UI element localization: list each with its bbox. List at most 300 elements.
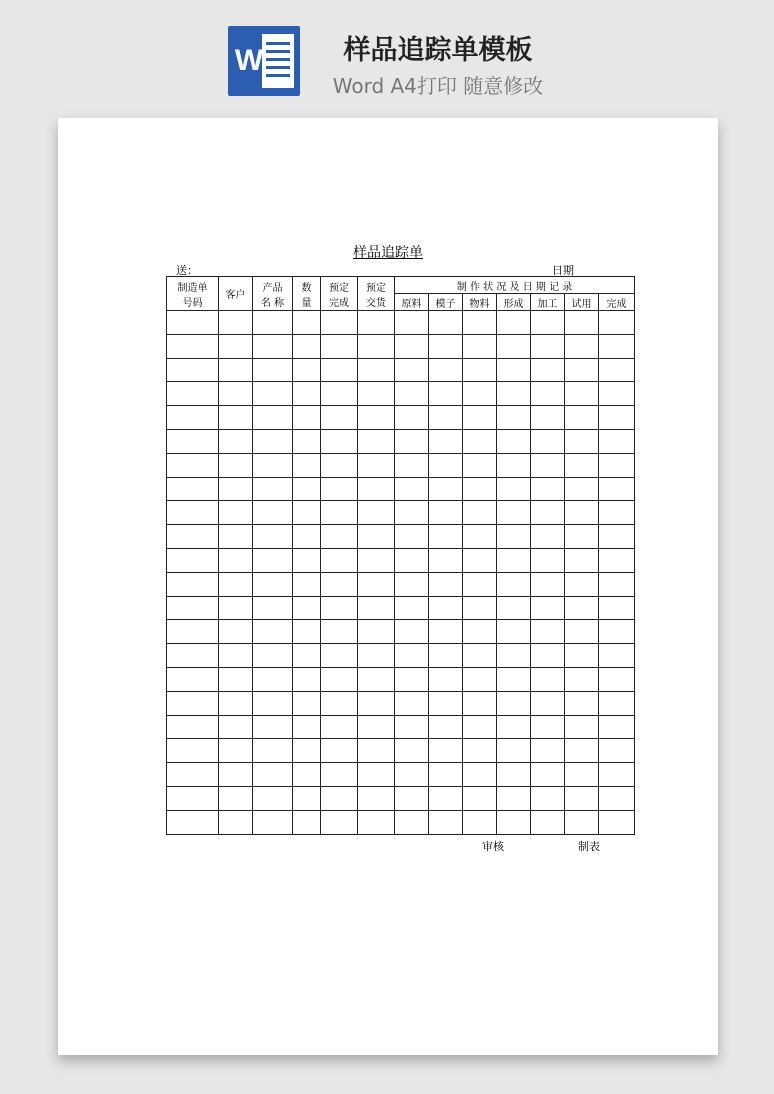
table-cell[interactable]: [429, 453, 463, 477]
table-cell[interactable]: [293, 334, 321, 358]
table-cell[interactable]: [565, 667, 599, 691]
table-cell[interactable]: [429, 810, 463, 834]
table-cell[interactable]: [531, 691, 565, 715]
table-cell[interactable]: [395, 477, 429, 501]
table-cell[interactable]: [358, 382, 395, 406]
table-cell[interactable]: [531, 501, 565, 525]
table-cell[interactable]: [219, 358, 253, 382]
table-cell[interactable]: [253, 429, 293, 453]
table-cell[interactable]: [599, 739, 635, 763]
table-cell[interactable]: [463, 691, 497, 715]
table-cell[interactable]: [253, 501, 293, 525]
table-cell[interactable]: [429, 382, 463, 406]
table-cell[interactable]: [167, 739, 219, 763]
table-cell[interactable]: [321, 382, 358, 406]
table-cell[interactable]: [395, 429, 429, 453]
table-cell[interactable]: [321, 667, 358, 691]
table-cell[interactable]: [219, 406, 253, 430]
table-cell[interactable]: [599, 406, 635, 430]
table-cell[interactable]: [463, 311, 497, 335]
table-cell[interactable]: [463, 620, 497, 644]
table-row: [167, 429, 635, 453]
table-cell[interactable]: [293, 810, 321, 834]
table-cell[interactable]: [358, 810, 395, 834]
table-cell[interactable]: [167, 358, 219, 382]
table-cell[interactable]: [167, 406, 219, 430]
table-cell[interactable]: [497, 691, 531, 715]
table-cell[interactable]: [565, 429, 599, 453]
table-cell[interactable]: [497, 667, 531, 691]
table-cell[interactable]: [531, 477, 565, 501]
table-cell[interactable]: [395, 810, 429, 834]
table-cell[interactable]: [599, 358, 635, 382]
table-cell[interactable]: [429, 715, 463, 739]
table-cell[interactable]: [167, 763, 219, 787]
table-cell[interactable]: [463, 548, 497, 572]
table-cell[interactable]: [497, 453, 531, 477]
table-cell[interactable]: [321, 548, 358, 572]
table-cell[interactable]: [167, 786, 219, 810]
table-cell[interactable]: [395, 739, 429, 763]
table-cell[interactable]: [358, 477, 395, 501]
table-cell[interactable]: [463, 525, 497, 549]
table-cell[interactable]: [293, 620, 321, 644]
table-cell[interactable]: [358, 763, 395, 787]
table-cell[interactable]: [497, 334, 531, 358]
header-product-name: 产品 名 称: [253, 277, 293, 311]
table-row: [167, 810, 635, 834]
table-cell[interactable]: [358, 691, 395, 715]
table-cell[interactable]: [565, 477, 599, 501]
table-cell[interactable]: [293, 596, 321, 620]
table-cell[interactable]: [497, 810, 531, 834]
table-cell[interactable]: [321, 786, 358, 810]
table-cell[interactable]: [358, 715, 395, 739]
table-cell[interactable]: [599, 763, 635, 787]
table-cell[interactable]: [429, 667, 463, 691]
table-cell[interactable]: [253, 596, 293, 620]
table-cell[interactable]: [321, 334, 358, 358]
table-cell[interactable]: [565, 572, 599, 596]
table-cell[interactable]: [429, 739, 463, 763]
table-cell[interactable]: [599, 786, 635, 810]
table-cell[interactable]: [395, 501, 429, 525]
table-cell[interactable]: [358, 596, 395, 620]
table-cell[interactable]: [167, 715, 219, 739]
table-cell[interactable]: [565, 358, 599, 382]
table-cell[interactable]: [531, 311, 565, 335]
table-row: [167, 620, 635, 644]
table-cell[interactable]: [219, 429, 253, 453]
table-cell[interactable]: [167, 620, 219, 644]
table-cell[interactable]: [395, 311, 429, 335]
table-cell[interactable]: [463, 763, 497, 787]
table-cell[interactable]: [429, 786, 463, 810]
table-cell[interactable]: [395, 715, 429, 739]
table-cell[interactable]: [219, 501, 253, 525]
table-cell[interactable]: [253, 334, 293, 358]
table-cell[interactable]: [599, 525, 635, 549]
table-cell[interactable]: [565, 548, 599, 572]
table-cell[interactable]: [321, 429, 358, 453]
table-cell[interactable]: [497, 548, 531, 572]
table-cell[interactable]: [463, 358, 497, 382]
table-cell[interactable]: [463, 406, 497, 430]
table-cell[interactable]: [321, 739, 358, 763]
table-cell[interactable]: [293, 763, 321, 787]
table-cell[interactable]: [565, 644, 599, 668]
table-cell[interactable]: [167, 453, 219, 477]
table-cell[interactable]: [599, 501, 635, 525]
table-cell[interactable]: [565, 691, 599, 715]
table-cell[interactable]: [599, 644, 635, 668]
table-cell[interactable]: [599, 667, 635, 691]
table-cell[interactable]: [219, 334, 253, 358]
table-cell[interactable]: [219, 667, 253, 691]
table-cell[interactable]: [463, 715, 497, 739]
table-cell[interactable]: [321, 477, 358, 501]
table-cell[interactable]: [463, 810, 497, 834]
table-cell[interactable]: [293, 691, 321, 715]
table-cell[interactable]: [358, 501, 395, 525]
table-cell[interactable]: [599, 311, 635, 335]
table-cell[interactable]: [531, 667, 565, 691]
table-cell[interactable]: [253, 739, 293, 763]
table-cell[interactable]: [565, 596, 599, 620]
table-cell[interactable]: [253, 477, 293, 501]
table-cell[interactable]: [463, 572, 497, 596]
table-cell[interactable]: [219, 763, 253, 787]
table-cell[interactable]: [358, 548, 395, 572]
table-cell[interactable]: [293, 453, 321, 477]
table-cell[interactable]: [321, 453, 358, 477]
table-cell[interactable]: [531, 406, 565, 430]
table-cell[interactable]: [219, 572, 253, 596]
subheader-complete: 完成: [599, 294, 635, 311]
table-cell[interactable]: [167, 691, 219, 715]
table-cell[interactable]: [358, 358, 395, 382]
table-cell[interactable]: [395, 572, 429, 596]
table-cell[interactable]: [565, 311, 599, 335]
table-cell[interactable]: [463, 667, 497, 691]
table-row: [167, 501, 635, 525]
table-cell[interactable]: [531, 572, 565, 596]
table-cell[interactable]: [531, 810, 565, 834]
table-cell[interactable]: [429, 691, 463, 715]
table-cell[interactable]: [565, 620, 599, 644]
table-cell[interactable]: [253, 715, 293, 739]
table-cell[interactable]: [565, 525, 599, 549]
table-cell[interactable]: [293, 311, 321, 335]
table-cell[interactable]: [395, 596, 429, 620]
table-cell[interactable]: [395, 453, 429, 477]
table-cell[interactable]: [429, 334, 463, 358]
table-cell[interactable]: [497, 763, 531, 787]
table-cell[interactable]: [358, 667, 395, 691]
table-cell[interactable]: [167, 810, 219, 834]
table-cell[interactable]: [497, 620, 531, 644]
table-row: [167, 548, 635, 572]
table-cell[interactable]: [429, 525, 463, 549]
table-cell[interactable]: [429, 477, 463, 501]
table-cell[interactable]: [321, 406, 358, 430]
table-cell[interactable]: [219, 548, 253, 572]
table-cell[interactable]: [253, 810, 293, 834]
table-cell[interactable]: [167, 429, 219, 453]
table-cell[interactable]: [497, 572, 531, 596]
table-cell[interactable]: [565, 763, 599, 787]
table-cell[interactable]: [321, 763, 358, 787]
table-cell[interactable]: [219, 477, 253, 501]
table-cell[interactable]: [293, 525, 321, 549]
table-cell[interactable]: [395, 786, 429, 810]
table-cell[interactable]: [167, 382, 219, 406]
table-cell[interactable]: [358, 739, 395, 763]
table-cell[interactable]: [167, 311, 219, 335]
table-cell[interactable]: [497, 429, 531, 453]
table-cell[interactable]: [395, 334, 429, 358]
table-cell[interactable]: [429, 501, 463, 525]
table-cell[interactable]: [531, 596, 565, 620]
table-cell[interactable]: [293, 406, 321, 430]
table-cell[interactable]: [531, 739, 565, 763]
table-cell[interactable]: [167, 334, 219, 358]
table-cell[interactable]: [321, 358, 358, 382]
page-subtitle: Word A4打印 随意修改: [332, 74, 544, 98]
table-cell[interactable]: [358, 620, 395, 644]
table-cell[interactable]: [293, 548, 321, 572]
table-cell[interactable]: [395, 620, 429, 644]
table-cell[interactable]: [219, 715, 253, 739]
table-cell[interactable]: [531, 429, 565, 453]
table-cell[interactable]: [395, 763, 429, 787]
table-cell[interactable]: [358, 786, 395, 810]
table-cell[interactable]: [497, 406, 531, 430]
table-cell[interactable]: [599, 810, 635, 834]
table-cell[interactable]: [321, 644, 358, 668]
table-cell[interactable]: [429, 429, 463, 453]
table-cell[interactable]: [497, 786, 531, 810]
table-cell[interactable]: [321, 691, 358, 715]
table-cell[interactable]: [395, 525, 429, 549]
table-cell[interactable]: [463, 501, 497, 525]
table-cell[interactable]: [497, 644, 531, 668]
table-cell[interactable]: [565, 334, 599, 358]
table-cell[interactable]: [565, 786, 599, 810]
table-cell[interactable]: [531, 334, 565, 358]
table-cell[interactable]: [395, 691, 429, 715]
table-cell[interactable]: [293, 382, 321, 406]
table-cell[interactable]: [321, 501, 358, 525]
table-cell[interactable]: [167, 644, 219, 668]
table-cell[interactable]: [497, 739, 531, 763]
table-cell[interactable]: [531, 525, 565, 549]
table-cell[interactable]: [293, 667, 321, 691]
table-cell[interactable]: [565, 715, 599, 739]
table-cell[interactable]: [497, 501, 531, 525]
table-cell[interactable]: [219, 786, 253, 810]
table-cell[interactable]: [167, 525, 219, 549]
table-cell[interactable]: [293, 358, 321, 382]
table-cell[interactable]: [497, 715, 531, 739]
table-cell[interactable]: [531, 382, 565, 406]
table-cell[interactable]: [429, 763, 463, 787]
table-cell[interactable]: [219, 739, 253, 763]
table-cell[interactable]: [219, 311, 253, 335]
table-cell[interactable]: [253, 548, 293, 572]
table-cell[interactable]: [497, 382, 531, 406]
table-cell[interactable]: [599, 596, 635, 620]
table-cell[interactable]: [219, 810, 253, 834]
table-cell[interactable]: [321, 525, 358, 549]
table-cell[interactable]: [497, 311, 531, 335]
table-cell[interactable]: [167, 477, 219, 501]
table-cell[interactable]: [429, 644, 463, 668]
table-cell[interactable]: [321, 810, 358, 834]
table-cell[interactable]: [599, 382, 635, 406]
table-cell[interactable]: [253, 786, 293, 810]
table-cell[interactable]: [395, 667, 429, 691]
table-cell[interactable]: [463, 739, 497, 763]
table-cell[interactable]: [219, 620, 253, 644]
table-cell[interactable]: [599, 572, 635, 596]
table-cell[interactable]: [531, 786, 565, 810]
table-cell[interactable]: [429, 596, 463, 620]
table-cell[interactable]: [219, 596, 253, 620]
table-cell[interactable]: [395, 548, 429, 572]
table-cell[interactable]: [358, 453, 395, 477]
table-cell[interactable]: [321, 620, 358, 644]
table-cell[interactable]: [599, 715, 635, 739]
table-cell[interactable]: [167, 572, 219, 596]
table-cell[interactable]: [358, 311, 395, 335]
table-cell[interactable]: [463, 596, 497, 620]
table-cell[interactable]: [429, 406, 463, 430]
table-cell[interactable]: [463, 644, 497, 668]
send-label: 送：: [176, 264, 198, 277]
table-cell[interactable]: [429, 620, 463, 644]
table-cell[interactable]: [253, 525, 293, 549]
table-cell[interactable]: [463, 382, 497, 406]
table-cell[interactable]: [358, 334, 395, 358]
table-cell[interactable]: [497, 596, 531, 620]
table-cell[interactable]: [293, 715, 321, 739]
table-cell[interactable]: [463, 477, 497, 501]
table-cell[interactable]: [219, 525, 253, 549]
table-cell[interactable]: [167, 596, 219, 620]
table-cell[interactable]: [565, 382, 599, 406]
table-cell[interactable]: [167, 667, 219, 691]
table-cell[interactable]: [253, 453, 293, 477]
table-cell[interactable]: [253, 311, 293, 335]
table-cell[interactable]: [358, 644, 395, 668]
table-cell[interactable]: [565, 739, 599, 763]
table-cell[interactable]: [293, 429, 321, 453]
table-cell[interactable]: [358, 406, 395, 430]
table-cell[interactable]: [463, 429, 497, 453]
table-cell[interactable]: [253, 382, 293, 406]
table-cell[interactable]: [531, 453, 565, 477]
table-cell[interactable]: [531, 715, 565, 739]
table-cell[interactable]: [395, 382, 429, 406]
table-cell[interactable]: [429, 548, 463, 572]
table-cell[interactable]: [599, 691, 635, 715]
table-cell[interactable]: [565, 501, 599, 525]
table-cell[interactable]: [167, 548, 219, 572]
table-cell[interactable]: [565, 406, 599, 430]
table-cell[interactable]: [253, 644, 293, 668]
table-cell[interactable]: [463, 453, 497, 477]
table-cell[interactable]: [167, 501, 219, 525]
document-title: 样品追踪单: [353, 245, 423, 261]
table-cell[interactable]: [253, 763, 293, 787]
table-cell[interactable]: [219, 691, 253, 715]
table-cell[interactable]: [429, 311, 463, 335]
table-cell[interactable]: [293, 786, 321, 810]
table-cell[interactable]: [497, 358, 531, 382]
table-cell[interactable]: [599, 334, 635, 358]
table-cell[interactable]: [599, 429, 635, 453]
table-cell[interactable]: [293, 572, 321, 596]
table-cell[interactable]: [531, 763, 565, 787]
table-cell[interactable]: [293, 644, 321, 668]
table-cell[interactable]: [531, 548, 565, 572]
table-cell[interactable]: [395, 644, 429, 668]
table-cell[interactable]: [429, 572, 463, 596]
table-cell[interactable]: [531, 358, 565, 382]
table-cell[interactable]: [253, 667, 293, 691]
table-cell[interactable]: [599, 453, 635, 477]
table-cell[interactable]: [358, 525, 395, 549]
table-cell[interactable]: [321, 311, 358, 335]
table-row: [167, 572, 635, 596]
table-cell[interactable]: [219, 382, 253, 406]
table-cell[interactable]: [219, 644, 253, 668]
table-cell[interactable]: [219, 453, 253, 477]
table-cell[interactable]: [321, 596, 358, 620]
table-cell[interactable]: [599, 620, 635, 644]
table-cell[interactable]: [253, 620, 293, 644]
table-cell[interactable]: [497, 525, 531, 549]
table-cell[interactable]: [321, 715, 358, 739]
table-cell[interactable]: [463, 334, 497, 358]
table-cell[interactable]: [293, 501, 321, 525]
table-cell[interactable]: [253, 406, 293, 430]
table-row: [167, 453, 635, 477]
table-cell[interactable]: [463, 786, 497, 810]
table-cell[interactable]: [565, 453, 599, 477]
table-cell[interactable]: [253, 572, 293, 596]
table-cell[interactable]: [253, 691, 293, 715]
table-cell[interactable]: [395, 358, 429, 382]
table-cell[interactable]: [293, 477, 321, 501]
table-cell[interactable]: [531, 644, 565, 668]
review-label: 审核: [482, 840, 504, 853]
table-cell[interactable]: [321, 572, 358, 596]
table-cell[interactable]: [253, 358, 293, 382]
table-cell[interactable]: [599, 477, 635, 501]
table-cell[interactable]: [395, 406, 429, 430]
table-cell[interactable]: [358, 572, 395, 596]
table-cell[interactable]: [293, 739, 321, 763]
table-cell[interactable]: [429, 358, 463, 382]
table-cell[interactable]: [599, 548, 635, 572]
table-cell[interactable]: [531, 620, 565, 644]
table-row: [167, 667, 635, 691]
table-cell[interactable]: [358, 429, 395, 453]
table-cell[interactable]: [497, 477, 531, 501]
table-cell[interactable]: [565, 810, 599, 834]
